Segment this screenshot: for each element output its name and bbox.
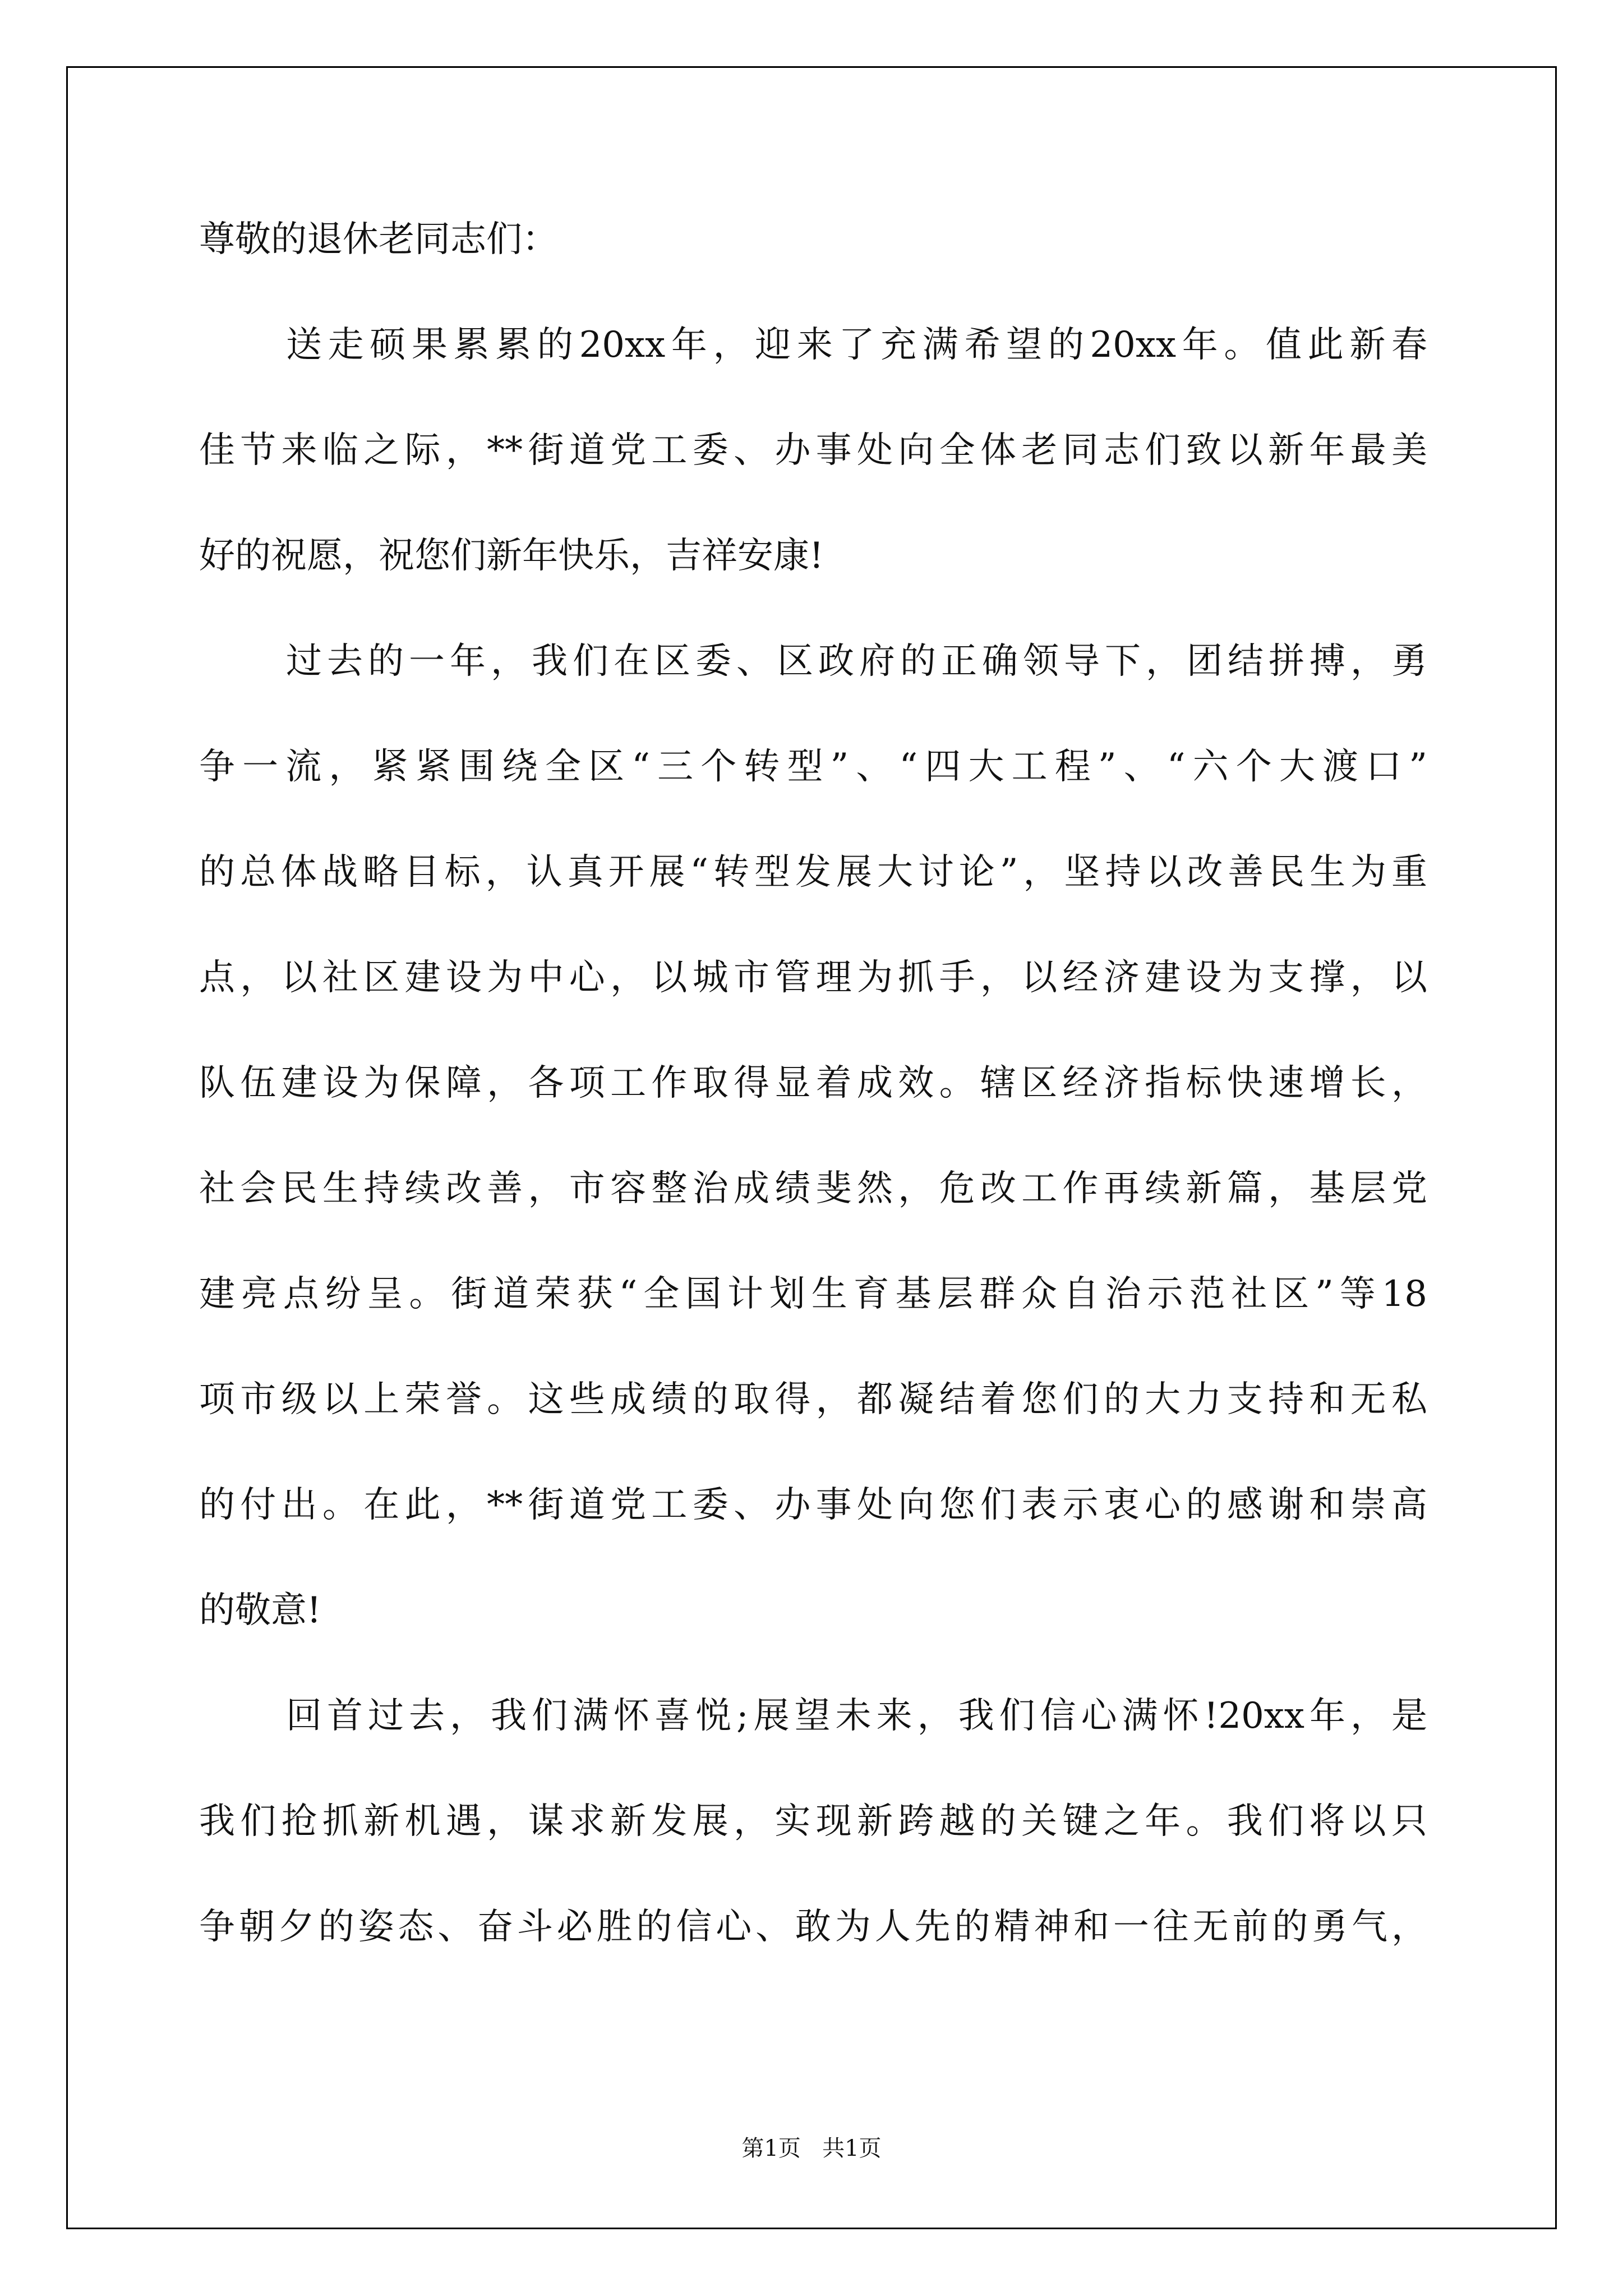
- paragraph-2-line-5: 队伍建设为保障，各项工作取得显着成效。辖区经济指标快速增长，: [199, 1062, 1427, 1104]
- paragraph-2-line-3: 的总体战略目标，认真开展“转型发展大讨论”，坚持以改善民生为重: [199, 852, 1427, 893]
- paragraph-1-line-2: 佳节来临之际，**街道党工委、办事处向全体老同志们致以新年最美: [199, 430, 1427, 471]
- paragraph-2-line-9: 的付出。在此，**街道党工委、办事处向您们表示衷心的感谢和崇高: [199, 1484, 1427, 1526]
- paragraph-3-line-3: 争朝夕的姿态、奋斗必胜的信心、敢为人先的精神和一往无前的勇气，: [199, 1906, 1427, 1948]
- page-number: 第1页: [741, 2136, 801, 2161]
- paragraph-2-line-6: 社会民生持续改善，市容整治成绩斐然，危改工作再续新篇，基层党: [199, 1168, 1427, 1209]
- paragraph-2-line-8: 项市级以上荣誉。这些成绩的取得，都凝结着您们的大力支持和无私: [199, 1379, 1427, 1420]
- page-footer: [0, 2131, 1623, 2162]
- paragraph-2-line-1: 过去的一年，我们在区委、区政府的正确领导下，团结拼搏，勇: [286, 641, 1427, 682]
- paragraph-2-line-10: 的敬意!: [199, 1590, 321, 1631]
- paragraph-2-line-2: 争一流，紧紧围绕全区“三个转型”、“四大工程”、“六个大渡口”: [199, 746, 1427, 788]
- paragraph-3-line-1: 回首过去，我们满怀喜悦;展望未来，我们信心满怀!20xx年，是: [286, 1695, 1427, 1737]
- paragraph-2-line-7: 建亮点纷呈。街道荣获“全国计划生育基层群众自治示范社区”等18: [199, 1273, 1427, 1315]
- paragraph-2-line-4: 点，以社区建设为中心，以城市管理为抓手，以经济建设为支撑，以: [199, 957, 1427, 999]
- paragraph-1-line-3: 好的祝愿，祝您们新年快乐，吉祥安康!: [199, 535, 824, 577]
- paragraph-3-line-2: 我们抢抓新机遇，谋求新发展，实现新跨越的关键之年。我们将以只: [199, 1801, 1427, 1842]
- paragraph-1-line-1: 送走硕果累累的20xx年，迎来了充满希望的20xx年。值此新春: [286, 324, 1427, 366]
- page-total: 共1页: [822, 2136, 882, 2161]
- salutation: 尊敬的退休老同志们：: [199, 219, 558, 260]
